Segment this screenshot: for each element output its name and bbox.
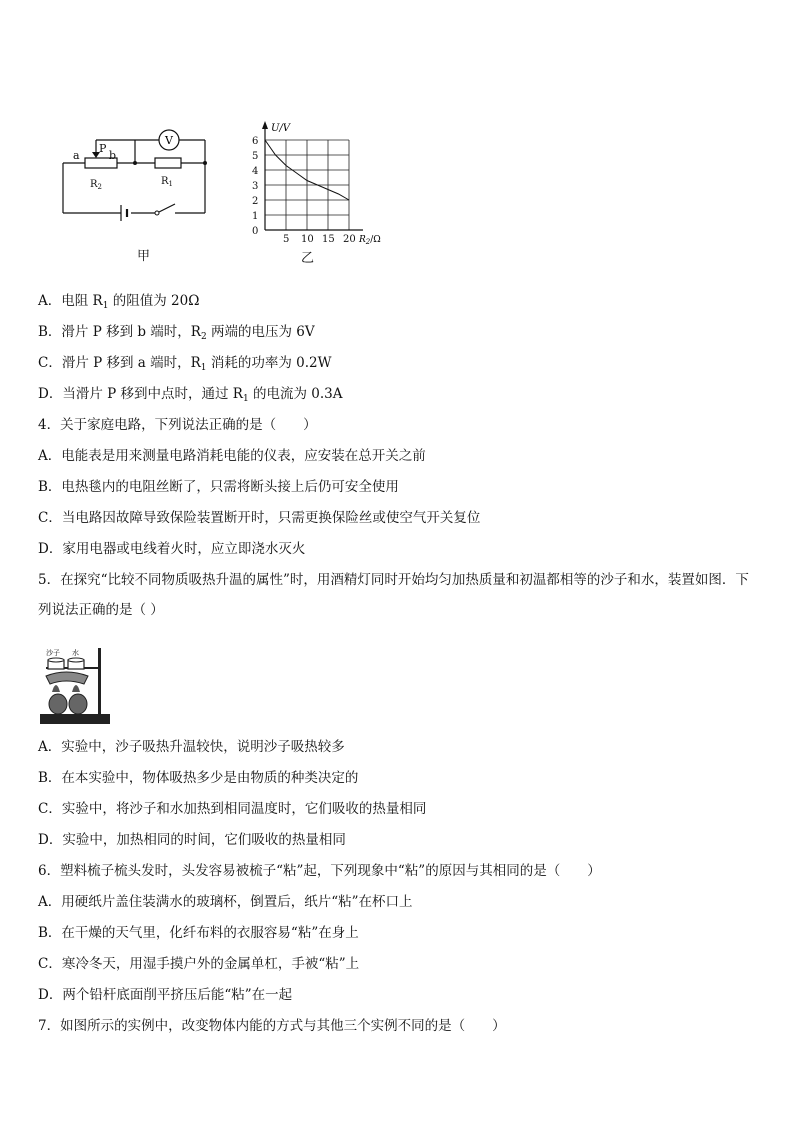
alcohol-lamp xyxy=(49,694,67,714)
q3-option-c: C．滑片 P 移到 a 端时，$R_1$ 消耗的功率为 0.2W xyxy=(38,355,332,373)
y-axis-label: U/V xyxy=(271,123,291,134)
stand-rod xyxy=(98,648,101,716)
label-r2: $R_2$ xyxy=(90,179,102,191)
label-b: b xyxy=(109,149,117,162)
q3-option-a: A．电阻 $R_1$ 的阻值为 20Ω xyxy=(38,293,200,311)
q3-option-d: D．当滑片 P 移到中点时，通过 $R_1$ 的电流为 0.3A xyxy=(38,386,343,404)
junction-dot xyxy=(203,161,207,165)
q5-option-c: C．实验中，将沙子和水加热到相同温度时，它们吸收的热量相同 xyxy=(38,801,427,817)
q4-option-b: B．电热毯内的电阻丝断了，只需将断头接上后仍可安全使用 xyxy=(38,479,399,495)
q6-stem: 6．塑料梳子梳头发时，头发容易被梳子“粘”起，下列现象中“粘”的原因与其相同的是（ ） xyxy=(38,863,601,879)
label-p: P xyxy=(99,142,107,155)
x-tick-label: 5 xyxy=(283,234,290,245)
q4-stem: 4．关于家庭电路，下列说法正确的是（ ） xyxy=(38,417,317,433)
q5-option-a: A．实验中，沙子吸热升温较快，说明沙子吸热较多 xyxy=(38,739,345,755)
alcohol-lamp xyxy=(69,694,87,714)
y-tick-label: 4 xyxy=(252,166,259,177)
label-sand: 沙子 xyxy=(46,649,60,657)
r1-resistor xyxy=(155,158,181,168)
u-r2-chart xyxy=(245,115,395,255)
y-tick-label: 6 xyxy=(252,136,259,147)
switch-contact xyxy=(155,211,159,215)
caption-yi: 乙 xyxy=(301,251,315,266)
label-r1: $R_1$ xyxy=(161,176,173,188)
q7-stem: 7．如图所示的实例中，改变物体内能的方式与其他三个实例不同的是（ ） xyxy=(38,1018,506,1034)
y-tick-label: 1 xyxy=(252,211,259,222)
label-water: 水 xyxy=(72,649,79,657)
label-a: a xyxy=(73,149,80,162)
q4-option-d: D．家用电器或电线着火时，应立即浇水灭火 xyxy=(38,541,306,557)
q5-stem: 5．在探究“比较不同物质吸热升温的属性”时，用酒精灯同时开始均匀加热质量和初温都相等的沙子和水，装置如图．下列说法正确的是（ ） xyxy=(38,572,749,618)
voltmeter-label: V xyxy=(165,134,173,147)
caption-jia: 甲 xyxy=(137,249,151,264)
x-tick-label: 20 xyxy=(343,234,356,245)
q6-option-b: B．在干燥的天气里，化纤布料的衣服容易“粘”在身上 xyxy=(38,925,359,941)
q6-option-c: C．寒冷冬天，用湿手摸户外的金属单杠，手被“粘”上 xyxy=(38,956,360,972)
q4-option-c: C．当电路因故障导致保险装置断开时，只需更换保险丝或使空气开关复位 xyxy=(38,510,481,526)
q5-option-b: B．在本实验中，物体吸热多少是由物质的种类决定的 xyxy=(38,770,359,786)
junction-dot xyxy=(133,161,137,165)
y-tick-label: 2 xyxy=(252,196,259,207)
q6-option-a: A．用硬纸片盖住装满水的玻璃杯，倒置后，纸片“粘”在杯口上 xyxy=(38,894,413,910)
heating-apparatus xyxy=(38,644,112,728)
q4-option-a: A．电能表是用来测量电路消耗电能的仪表，应安装在总开关之前 xyxy=(38,448,426,464)
y-tick-label: 5 xyxy=(252,151,259,162)
x-tick-label: 10 xyxy=(301,234,314,245)
x-tick-label: 15 xyxy=(322,234,335,245)
y-tick-label: 0 xyxy=(252,226,259,237)
switch-blade xyxy=(159,204,175,212)
q3-option-b: B．滑片 P 移到 b 端时，$R_2$ 两端的电压为 6V xyxy=(38,324,315,342)
q5-option-d: D．实验中，加热相同的时间，它们吸收的热量相同 xyxy=(38,832,346,848)
y-tick-label: 3 xyxy=(252,181,259,192)
x-axis-label: $R_2/\Omega$ xyxy=(359,235,381,246)
q6-option-d: D．两个铅杆底面削平挤压后能“粘”在一起 xyxy=(38,987,293,1003)
